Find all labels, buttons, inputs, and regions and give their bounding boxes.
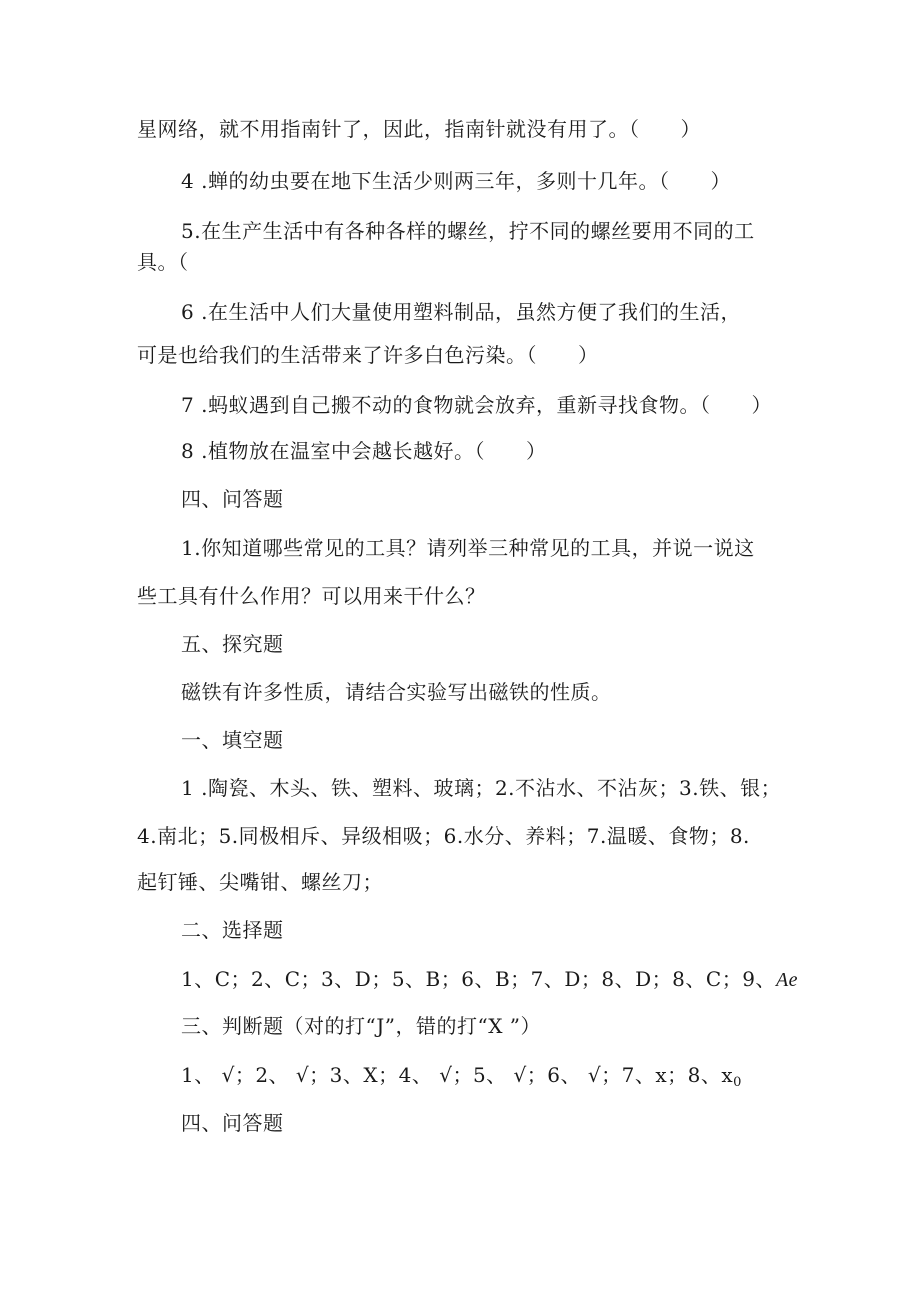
question-item-1: 1.你知道哪些常见的工具？请列举三种常见的工具，并说一说这	[181, 536, 755, 560]
section-heading: 一、填空题	[181, 728, 284, 752]
judgement-item-8: 8 .植物放在温室中会越长越好。（ ）	[181, 439, 547, 463]
text-line: 星网络，就不用指南针了，因此，指南针就没有用了。（ ）	[137, 117, 701, 141]
answer-choice	[181, 967, 798, 992]
judgement-item-4: 4 .蝉的幼虫要在地下生活少则两三年，多则十几年。（ ）	[181, 169, 731, 193]
text-line: 可是也给我们的生活带来了许多白色污染。（ ）	[137, 343, 599, 367]
inquiry-question: 磁铁有许多性质，请结合实验写出磁铁的性质。	[181, 680, 612, 704]
judgement-item-7: 7 .蚂蚁遇到自己搬不动的食物就会放弃，重新寻找食物。（ ）	[181, 393, 772, 417]
section-heading: 四、问答题	[181, 487, 284, 511]
answer-judgement	[181, 1063, 742, 1090]
section-heading: 五、探究题	[181, 632, 284, 656]
answer-choice-suffix: Ae	[775, 969, 799, 991]
answer-fill-blank: 1 .陶瓷、木头、铁、塑料、玻璃；2.不沾水、不沾灰；3.铁、银；	[181, 776, 782, 800]
section-heading: 二、选择题	[181, 918, 284, 942]
judgement-item-5: 5.在生产生活中有各种各样的螺丝，拧不同的螺丝要用不同的工	[181, 219, 755, 243]
answer-judgement-text: 1、 √；2、 √；3、X；4、 √；5、 √；6、 √；7、x；8、x	[181, 1063, 734, 1087]
section-heading: 四、问答题	[181, 1111, 284, 1135]
text-line: 起钉锤、尖嘴钳、螺丝刀；	[137, 870, 383, 894]
section-heading: 三、判断题（对的打“J”，错的打“X ”）	[181, 1014, 542, 1038]
answer-judgement-subscript: 0	[733, 1075, 742, 1090]
text-line: 具。（	[137, 250, 189, 274]
judgement-item-6: 6 .在生活中人们大量使用塑料制品，虽然方便了我们的生活，	[181, 300, 741, 324]
answer-choice-text: 1、C；2、C；3、D；5、B；6、B；7、D；8、D；8、C；9、	[181, 967, 776, 991]
text-line: 4.南北；5.同极相斥、异级相吸；6.水分、养料；7.温暖、食物；8.	[137, 824, 750, 848]
text-line: 些工具有什么作用？可以用来干什么？	[137, 584, 486, 608]
